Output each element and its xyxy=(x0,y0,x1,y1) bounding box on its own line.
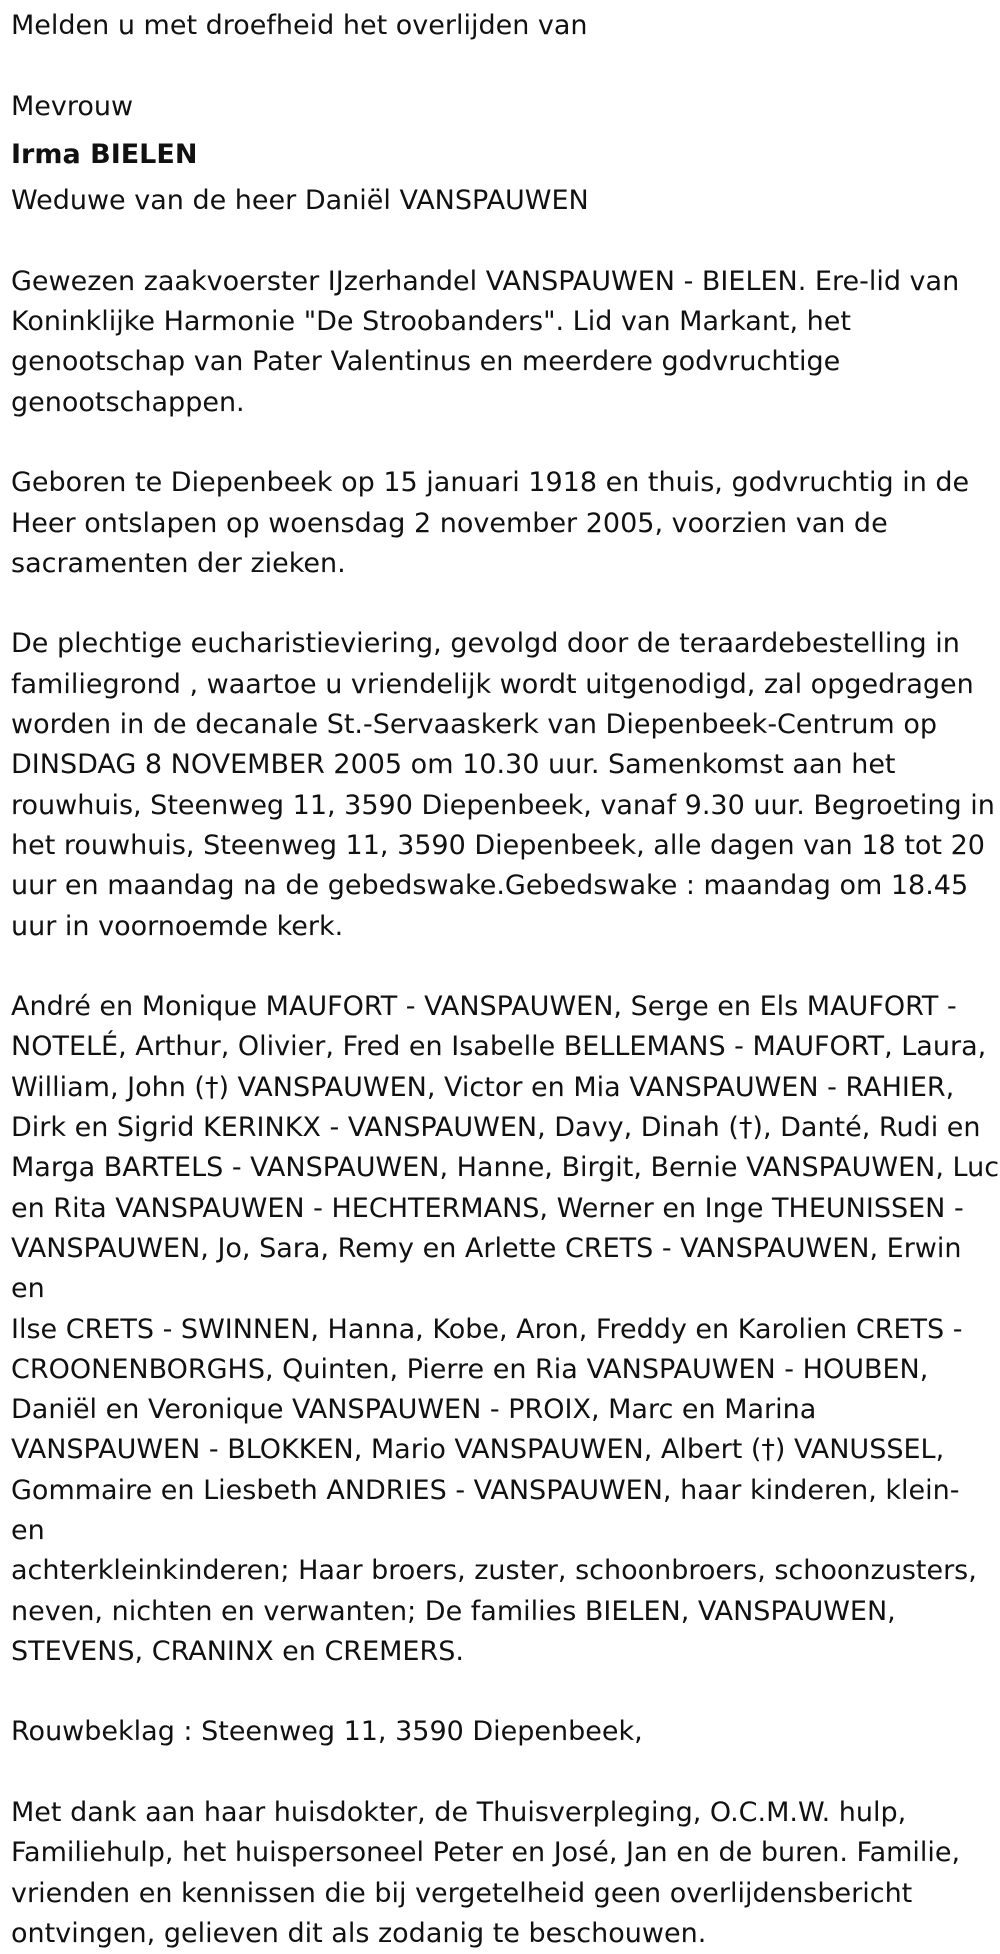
text-line: STEVENS, CRANINX en CREMERS. xyxy=(11,1635,464,1667)
text-line: vrienden en kennissen die bij vergetelheid geen overlijdensbericht xyxy=(11,1877,913,1909)
text-line: Koninklijke Harmonie "De Stroobanders". Lid van Markant, het xyxy=(11,306,851,338)
text-line: Ilse CRETS - SWINNEN, Hanna, Kobe, Aron, Freddy en Karolien CRETS - xyxy=(11,1313,963,1345)
text-line: uur in voornoemde kerk. xyxy=(11,910,344,942)
text-line: sacramenten der zieken. xyxy=(11,547,346,579)
text-line: Heer ontslapen op woensdag 2 november 2005, voorzien van de xyxy=(11,507,888,539)
text-line: Familiehulp, het huispersoneel Peter en José, Jan en de buren. Familie, xyxy=(11,1837,961,1869)
text-line: CROONENBORGHS, Quinten, Pierre en Ria VANSPAUWEN - HOUBEN, xyxy=(11,1353,929,1385)
text-line: De plechtige eucharistieviering, gevolgd door de teraardebestelling in xyxy=(11,628,960,660)
text-line: uur en maandag na de gebedswake.Gebedswake : maandag om 18.45 xyxy=(11,870,969,902)
text-line: Daniël en Veronique VANSPAUWEN - PROIX, Marc en Marina xyxy=(11,1394,817,1426)
career-paragraph xyxy=(11,262,1000,423)
text-line: DINSDAG 8 NOVEMBER 2005 om 10.30 uur. Samenkomst aan het xyxy=(11,749,896,781)
intro-line: Melden u met droefheid het overlijden van xyxy=(11,10,588,41)
text-line: André en Monique MAUFORT - VANSPAUWEN, Serge en Els MAUFORT - xyxy=(11,991,957,1023)
ceremony-paragraph xyxy=(11,624,1000,946)
widow-of-line: Weduwe van de heer Daniël VANSPAUWEN xyxy=(11,185,589,217)
text-line: genootschap van Pater Valentinus en meerdere godvruchtige xyxy=(11,346,841,378)
thanks-paragraph xyxy=(11,1793,1000,1954)
text-line: William, John (†) VANSPAUWEN, Victor en Mia VANSPAUWEN - RAHIER, xyxy=(11,1071,955,1103)
birth-paragraph xyxy=(11,463,1000,584)
text-line: VANSPAUWEN, Jo, Sara, Remy en Arlette CRETS - VANSPAUWEN, Erwin en xyxy=(11,1232,962,1305)
salutation: Mevrouw xyxy=(11,90,134,122)
text-line: Met dank aan haar huisdokter, de Thuisverpleging, O.C.M.W. hulp, xyxy=(11,1797,907,1829)
text-line: NOTELÉ, Arthur, Olivier, Fred en Isabelle BELLEMANS - MAUFORT, Laura, xyxy=(11,1031,987,1063)
text-line: ontvingen, gelieven dit als zodanig te beschouwen. xyxy=(11,1917,707,1949)
text-line: worden in de decanale St.-Servaaskerk van Diepenbeek-Centrum op xyxy=(11,709,937,741)
text-line: neven, nichten en verwanten; De families BIELEN, VANSPAUWEN, xyxy=(11,1595,896,1627)
mourning-address: Rouwbeklag : Steenweg 11, 3590 Diepenbeek, xyxy=(11,1716,643,1748)
deceased-name: Irma BIELEN xyxy=(11,138,198,170)
text-line: en Rita VANSPAUWEN - HECHTERMANS, Werner en Inge THEUNISSEN - xyxy=(11,1192,964,1224)
family-paragraph xyxy=(11,987,1000,1672)
text-line: familiegrond , waartoe u vriendelijk wordt uitgenodigd, zal opgedragen xyxy=(11,668,974,700)
text-line: rouwhuis, Steenweg 11, 3590 Diepenbeek, vanaf 9.30 uur. Begroeting in xyxy=(11,789,995,821)
text-line: Gommaire en Liesbeth ANDRIES - VANSPAUWEN, haar kinderen, klein- en xyxy=(11,1474,960,1546)
text-line: Marga BARTELS - VANSPAUWEN, Hanne, Birgit, Bernie VANSPAUWEN, Luc xyxy=(11,1152,1000,1184)
text-line: genootschappen. xyxy=(11,386,245,418)
text-line: achterkleinkinderen; Haar broers, zuster, schoonbroers, schoonzusters, xyxy=(11,1555,977,1587)
text-line: VANSPAUWEN - BLOKKEN, Mario VANSPAUWEN, Albert (†) VANUSSEL, xyxy=(11,1434,945,1466)
text-line: het rouwhuis, Steenweg 11, 3590 Diepenbeek, alle dagen van 18 tot 20 xyxy=(11,829,985,861)
text-line: Geboren te Diepenbeek op 15 januari 1918 en thuis, godvruchtig in de xyxy=(11,467,970,499)
text-line: Gewezen zaakvoerster IJzerhandel VANSPAUWEN - BIELEN. Ere-lid van xyxy=(11,265,960,297)
text-line: Dirk en Sigrid KERINKX - VANSPAUWEN, Davy, Dinah (†), Danté, Rudi en xyxy=(11,1112,981,1144)
